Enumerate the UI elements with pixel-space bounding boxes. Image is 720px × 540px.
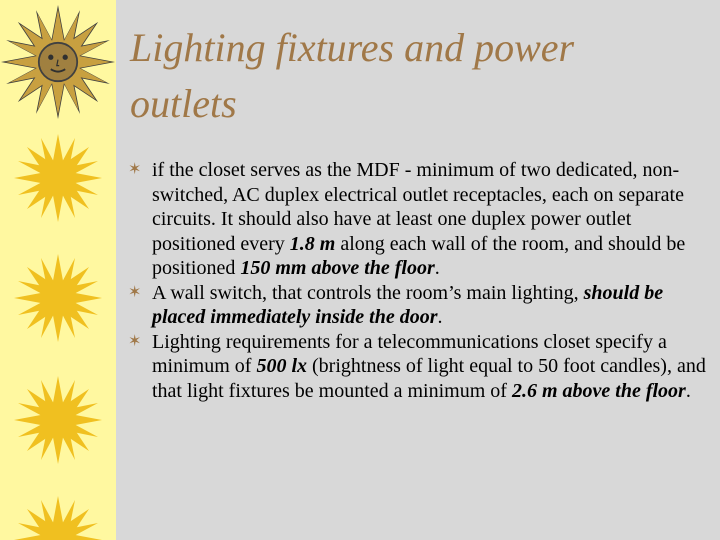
sun-icon (14, 496, 102, 540)
bullet-text: . (434, 257, 440, 279)
bullet-item (130, 281, 710, 330)
bullet-marker-icon: ✶ (128, 332, 142, 350)
decorative-sidebar (0, 0, 116, 540)
bullet-text: A wall switch, that controls the room’s main lighting, (152, 281, 584, 304)
bullet-text: along each wall of the room, and should be positioned (152, 232, 686, 279)
bullet-item (130, 330, 710, 404)
bullet-marker-icon: ✶ (128, 283, 142, 301)
bullet-emphasis: 2.6 m above the floor (511, 379, 686, 402)
bullet-emphasis: 1.8 m (289, 232, 336, 255)
bullet-text: Lighting requirements for a telecommunications closet specify a minimum of (152, 330, 667, 377)
sun-face-icon (1, 5, 115, 119)
sun-icon (14, 254, 102, 342)
sun-icon (14, 134, 102, 222)
bullet-text: . (437, 306, 443, 328)
bullet-text: . (685, 379, 691, 402)
bullet-marker-icon: ✶ (128, 161, 142, 178)
bullet-emphasis: 150 mm above the floor (240, 257, 435, 279)
bullet-emphasis: should be placed immediately inside the door (152, 281, 664, 328)
bullet-list (130, 158, 710, 403)
bullet-item (130, 158, 710, 281)
sun-icon (14, 376, 102, 464)
sun-decorations (0, 0, 116, 540)
bullet-emphasis: 500 lx (256, 355, 308, 377)
bullet-text: (brightness of light equal to 50 foot candles), and that light fixtures be mounted a minimum of (152, 355, 706, 402)
slide-title: Lighting fixtures and power outlets (130, 25, 575, 126)
bullet-text: if the closet serves as the MDF - minimum of two dedicated, non-switched, AC duplex electrical outlet receptacles, each on separate circuits. It should also have at least one duplex power outlet positioned every (152, 159, 684, 255)
